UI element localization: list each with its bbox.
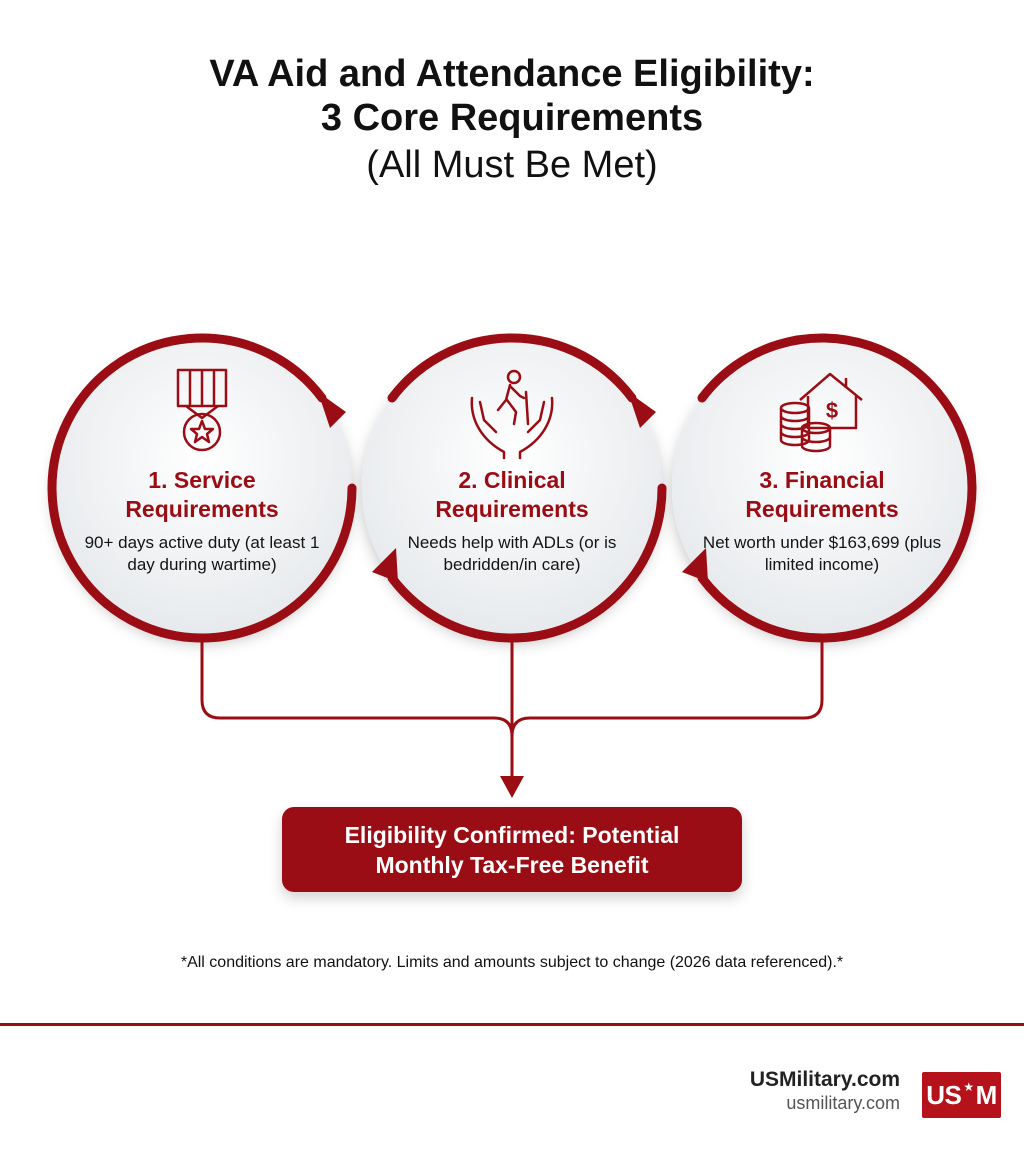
requirement-title: 3. Financial Requirements xyxy=(745,467,899,522)
title-line-2: 3 Core Requirements xyxy=(320,97,704,139)
logo-text-left: US xyxy=(926,1079,962,1110)
brand-block[interactable] xyxy=(750,1068,900,1114)
eligibility-result-box xyxy=(282,807,742,892)
requirement-card-clinical xyxy=(387,466,637,576)
requirement-description: Needs help with ADLs (or is bedridden/in care) xyxy=(407,533,617,574)
requirement-title: 1. Service Requirements xyxy=(125,467,279,522)
requirement-card-service xyxy=(77,466,327,576)
star-icon: ★ xyxy=(963,1080,974,1094)
brand-name[interactable]: USMilitary.com xyxy=(749,1068,900,1091)
svg-text:$: $ xyxy=(825,398,839,423)
requirement-description: 90+ days active duty (at least 1 day during wartime) xyxy=(84,533,320,574)
title-line-1: VA Aid and Attendance Eligibility: xyxy=(209,53,815,95)
eligibility-result-label: Eligibility Confirmed: Potential Monthly Tax-Free Benefit xyxy=(344,821,680,878)
connector-right xyxy=(512,640,822,736)
requirement-card-financial xyxy=(697,466,947,576)
logo-text-right: M xyxy=(975,1079,997,1110)
title-line-3: (All Must Be Met) xyxy=(366,144,658,186)
footnote: *All conditions are mandatory. Limits and amounts subject to change (2026 data referenced).* xyxy=(180,954,844,971)
connector-left xyxy=(202,640,512,736)
footer-divider xyxy=(0,1023,1024,1026)
result-arrowhead xyxy=(500,776,524,798)
brand-url[interactable]: usmilitary.com xyxy=(786,1093,900,1113)
connector-lines xyxy=(202,640,822,780)
requirement-description: Net worth under $163,699 (plus limited income) xyxy=(702,533,942,574)
requirement-title: 2. Clinical Requirements xyxy=(435,467,589,522)
brand-logo[interactable] xyxy=(922,1072,1001,1118)
